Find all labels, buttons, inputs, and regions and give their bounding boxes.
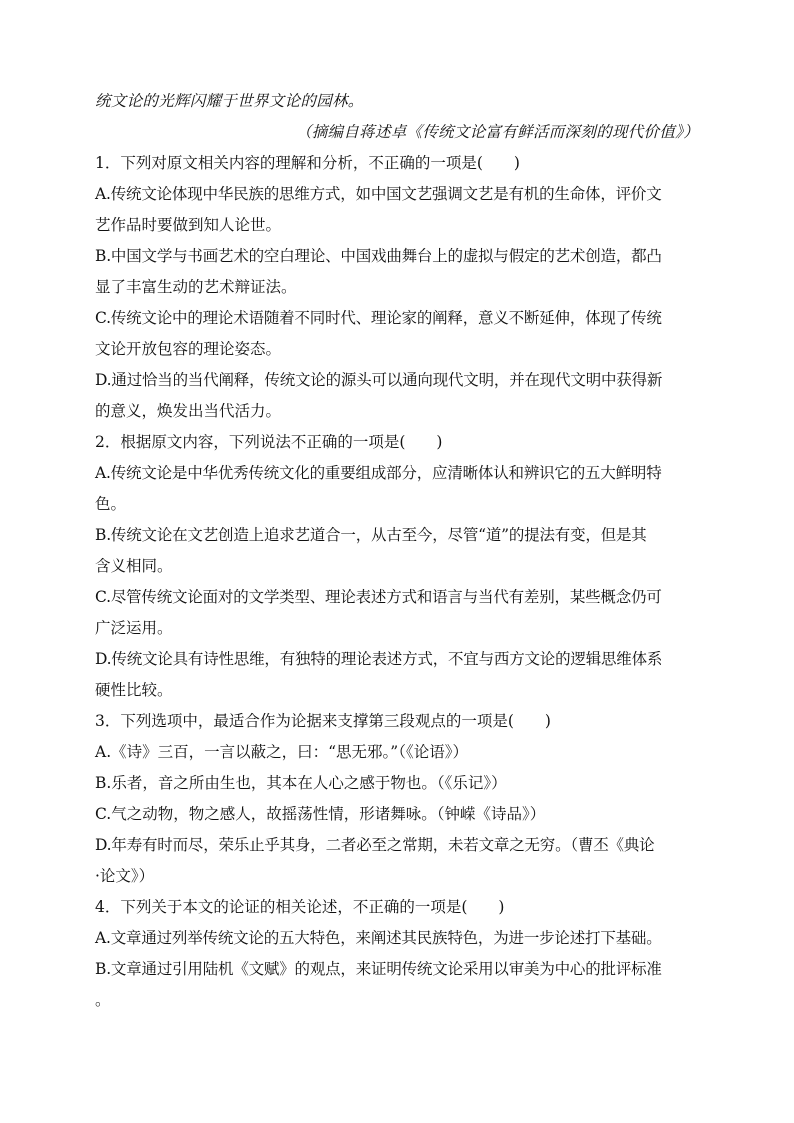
q1-option-a-line1: A.传统文论体现中华民族的思维方式，如中国文艺强调文艺是有机的生命体，评价文 <box>95 185 662 203</box>
q1-option-c-line2: 文论开放包容的理论姿态。 <box>95 340 282 358</box>
q2-option-a-line2: 色。 <box>95 495 127 513</box>
q2-option-d-line1: D.传统文论具有诗性思维，有独特的理论表述方式，不宜与西方文论的逻辑思维体系 <box>95 650 663 668</box>
passage-tail: 统文论的光辉闪耀于世界文论的园林。 <box>95 92 364 110</box>
question-1-stem: 1．下列对原文相关内容的理解和分析，不正确的一项是( ) <box>95 154 520 172</box>
question-4-stem: 4．下列关于本文的论证的相关论述，不正确的一项是( ) <box>95 898 505 916</box>
q3-option-b: B.乐者，音之所由生也，其本在人心之感于物也。（《乐记》） <box>95 774 507 792</box>
q3-option-a: A.《诗》三百，一言以蔽之，曰：“思无邪。”（《论语》） <box>95 743 468 761</box>
q2-option-c-line2: 广泛运用。 <box>95 619 173 637</box>
passage-source: （摘编自蒋述卓《传统文论富有鲜活而深刻的现代价值》） <box>295 123 699 141</box>
q1-option-c-line1: C.传统文论中的理论术语随着不同时代、理论家的阐释，意义不断延伸，体现了传统 <box>95 309 662 327</box>
q2-option-d-line2: 硬性比较。 <box>95 681 173 699</box>
question-2-stem: 2．根据原文内容，下列说法不正确的一项是( ) <box>95 433 443 451</box>
q1-option-d-line2: 的意义，焕发出当代活力。 <box>95 402 282 420</box>
question-3-stem: 3．下列选项中，最适合作为论据来支撑第三段观点的一项是( ) <box>95 712 551 730</box>
q2-option-b-line1: B.传统文论在文艺创造上追求艺道合一，从古至今，尽管“道”的提法有变，但是其 <box>95 526 647 544</box>
q1-option-a-line2: 艺作品时要做到知人论世。 <box>95 216 282 234</box>
q1-option-d-line1: D.通过恰当的当代阐释，传统文论的源头可以通向现代文明，并在现代文明中获得新 <box>95 371 663 389</box>
q2-option-c-line1: C.尽管传统文论面对的文学类型、理论表述方式和语言与当代有差别，某些概念仍可 <box>95 588 662 606</box>
q1-option-b-line1: B.中国文学与书画艺术的空白理论、中国戏曲舞台上的虚拟与假定的艺术创造，都凸 <box>95 247 662 265</box>
q3-option-d-line2: ·论文》） <box>95 867 155 885</box>
q4-option-b-line1: B.文章通过引用陆机《文赋》的观点，来证明传统文论采用以审美为中心的批评标准 <box>95 960 662 978</box>
q3-option-d-line1: D.年寿有时而尽，荣乐止乎其身，二者必至之常期，未若文章之无穷。（曹丕《典论 <box>95 836 655 854</box>
q3-option-c: C.气之动物，物之感人，故摇荡性情，形诸舞咏。（钟嵘《诗品》） <box>95 805 546 823</box>
q1-option-b-line2: 显了丰富生动的艺术辩证法。 <box>95 278 297 296</box>
document-page <box>95 86 699 1016</box>
q2-option-b-line2: 含义相同。 <box>95 557 173 575</box>
q4-option-b-line2: 。 <box>95 991 111 1009</box>
q2-option-a-line1: A.传统文论是中华优秀传统文化的重要组成部分，应清晰体认和辨识它的五大鲜明特 <box>95 464 662 482</box>
q4-option-a: A.文章通过列举传统文论的五大特色，来阐述其民族特色，为进一步论述打下基础。 <box>95 929 662 947</box>
